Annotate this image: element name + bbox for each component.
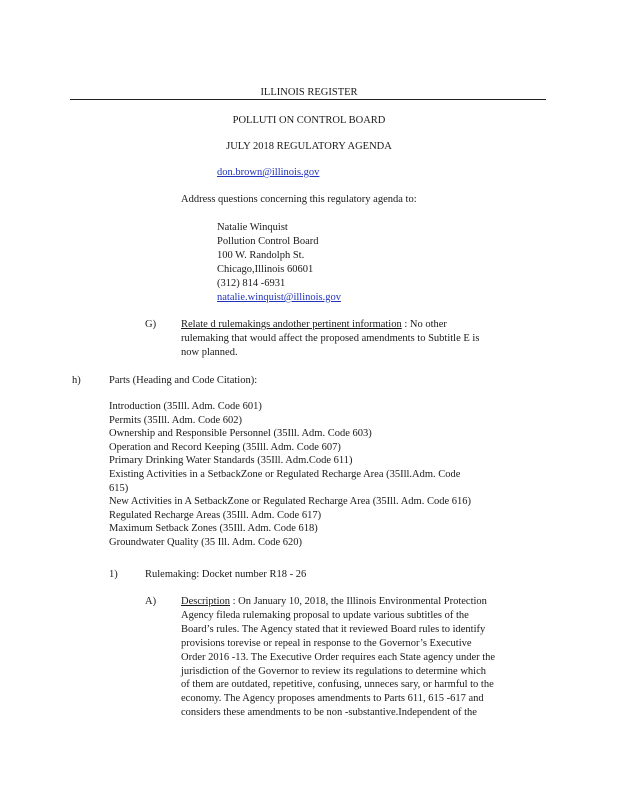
section-g-line: : No other: [404, 319, 447, 330]
description-line: Board’s rules. The Agency stated that it reviewed Board rules to identify: [181, 623, 486, 635]
part-item: Ownership and Responsible Personnel (35Ill. Adm. Code 603): [109, 428, 372, 440]
description-line: jurisdiction of the Governor to review its regulations to determine which: [181, 665, 487, 677]
address-name: Natalie Winquist: [217, 222, 288, 233]
address-intro: Address questions concerning this regulatory agenda to:: [181, 194, 417, 205]
description-heading: Description: [181, 596, 230, 607]
rulemaking-marker: 1): [109, 569, 118, 580]
description-line: Agency fileda rulemaking proposal to update various subtitles of the: [181, 609, 469, 621]
part-item: Regulated Recharge Areas (35Ill. Adm. Code 617): [109, 509, 322, 521]
section-g-line: now planned.: [181, 346, 238, 358]
description-line: economy. The Agency proposes amendments to Parts 611, 615 -617 and: [181, 693, 484, 705]
address-email-link[interactable]: natalie.winquist@illinois.gov: [217, 292, 341, 303]
part-item: Primary Drinking Water Standards (35Ill. Adm.Code 611): [109, 455, 353, 467]
section-g-marker: G): [145, 319, 157, 330]
part-item: Permits (35Ill. Adm. Code 602): [109, 414, 242, 426]
section-h-marker: h): [72, 375, 81, 386]
agency-title: POLLUTI ON CONTROL BOARD: [232, 115, 386, 126]
part-item: Maximum Setback Zones (35Ill. Adm. Code 618): [109, 523, 318, 535]
parts-list: [109, 400, 529, 550]
agenda-title: JULY 2018 REGULATORY AGENDA: [226, 141, 392, 152]
register-title: ILLINOIS REGISTER: [260, 87, 358, 98]
rulemaking-label: Rulemaking: Docket number R18 - 26: [145, 569, 307, 580]
description-marker: A): [145, 596, 157, 607]
section-g-heading: Relate d rulemakings andother pertinent information: [181, 319, 402, 330]
section-g-line: rulemaking that would affect the proposed amendments to Subtitle E is: [181, 332, 480, 344]
address-org: Pollution Control Board: [217, 236, 319, 247]
part-item: Operation and Record Keeping (35Ill. Adm. Code 607): [109, 441, 341, 453]
header-rule: [70, 99, 546, 100]
description-line: : On January 10, 2018, the Illinois Environmental Protection: [232, 596, 487, 607]
section-g-text: [181, 318, 525, 360]
part-item: Existing Activities in a SetbackZone or Regulated Recharge Area (35Ill.Adm. Code: [109, 468, 461, 480]
contact-email-link[interactable]: don.brown@illinois.gov: [217, 167, 320, 178]
address-phone: (312) 814 -6931: [217, 278, 286, 289]
description-line: Order 2016 -13. The Executive Order requires each State agency under the: [181, 651, 496, 663]
description-line: provisions torevise or repeal in response to the Governor’s Executive: [181, 637, 472, 649]
description-text: [181, 595, 525, 720]
part-item: 615): [109, 482, 129, 494]
section-h-heading: Parts (Heading and Code Citation):: [109, 375, 258, 386]
address-street: 100 W. Randolph St.: [217, 250, 305, 261]
part-item: Groundwater Quality (35 Ill. Adm. Code 620): [109, 536, 303, 548]
part-item: New Activities in A SetbackZone or Regulated Recharge Area (35Ill. Adm. Code 616): [109, 496, 471, 508]
description-line: of them are outdated, repetitive, confusing, unneces sary, or harmful to the: [181, 679, 494, 691]
address-city: Chicago,Illinois 60601: [217, 264, 314, 275]
part-item: Introduction (35Ill. Adm. Code 601): [109, 401, 262, 412]
description-line: considers these amendments to be non -substantive.Independent of the: [181, 707, 477, 719]
